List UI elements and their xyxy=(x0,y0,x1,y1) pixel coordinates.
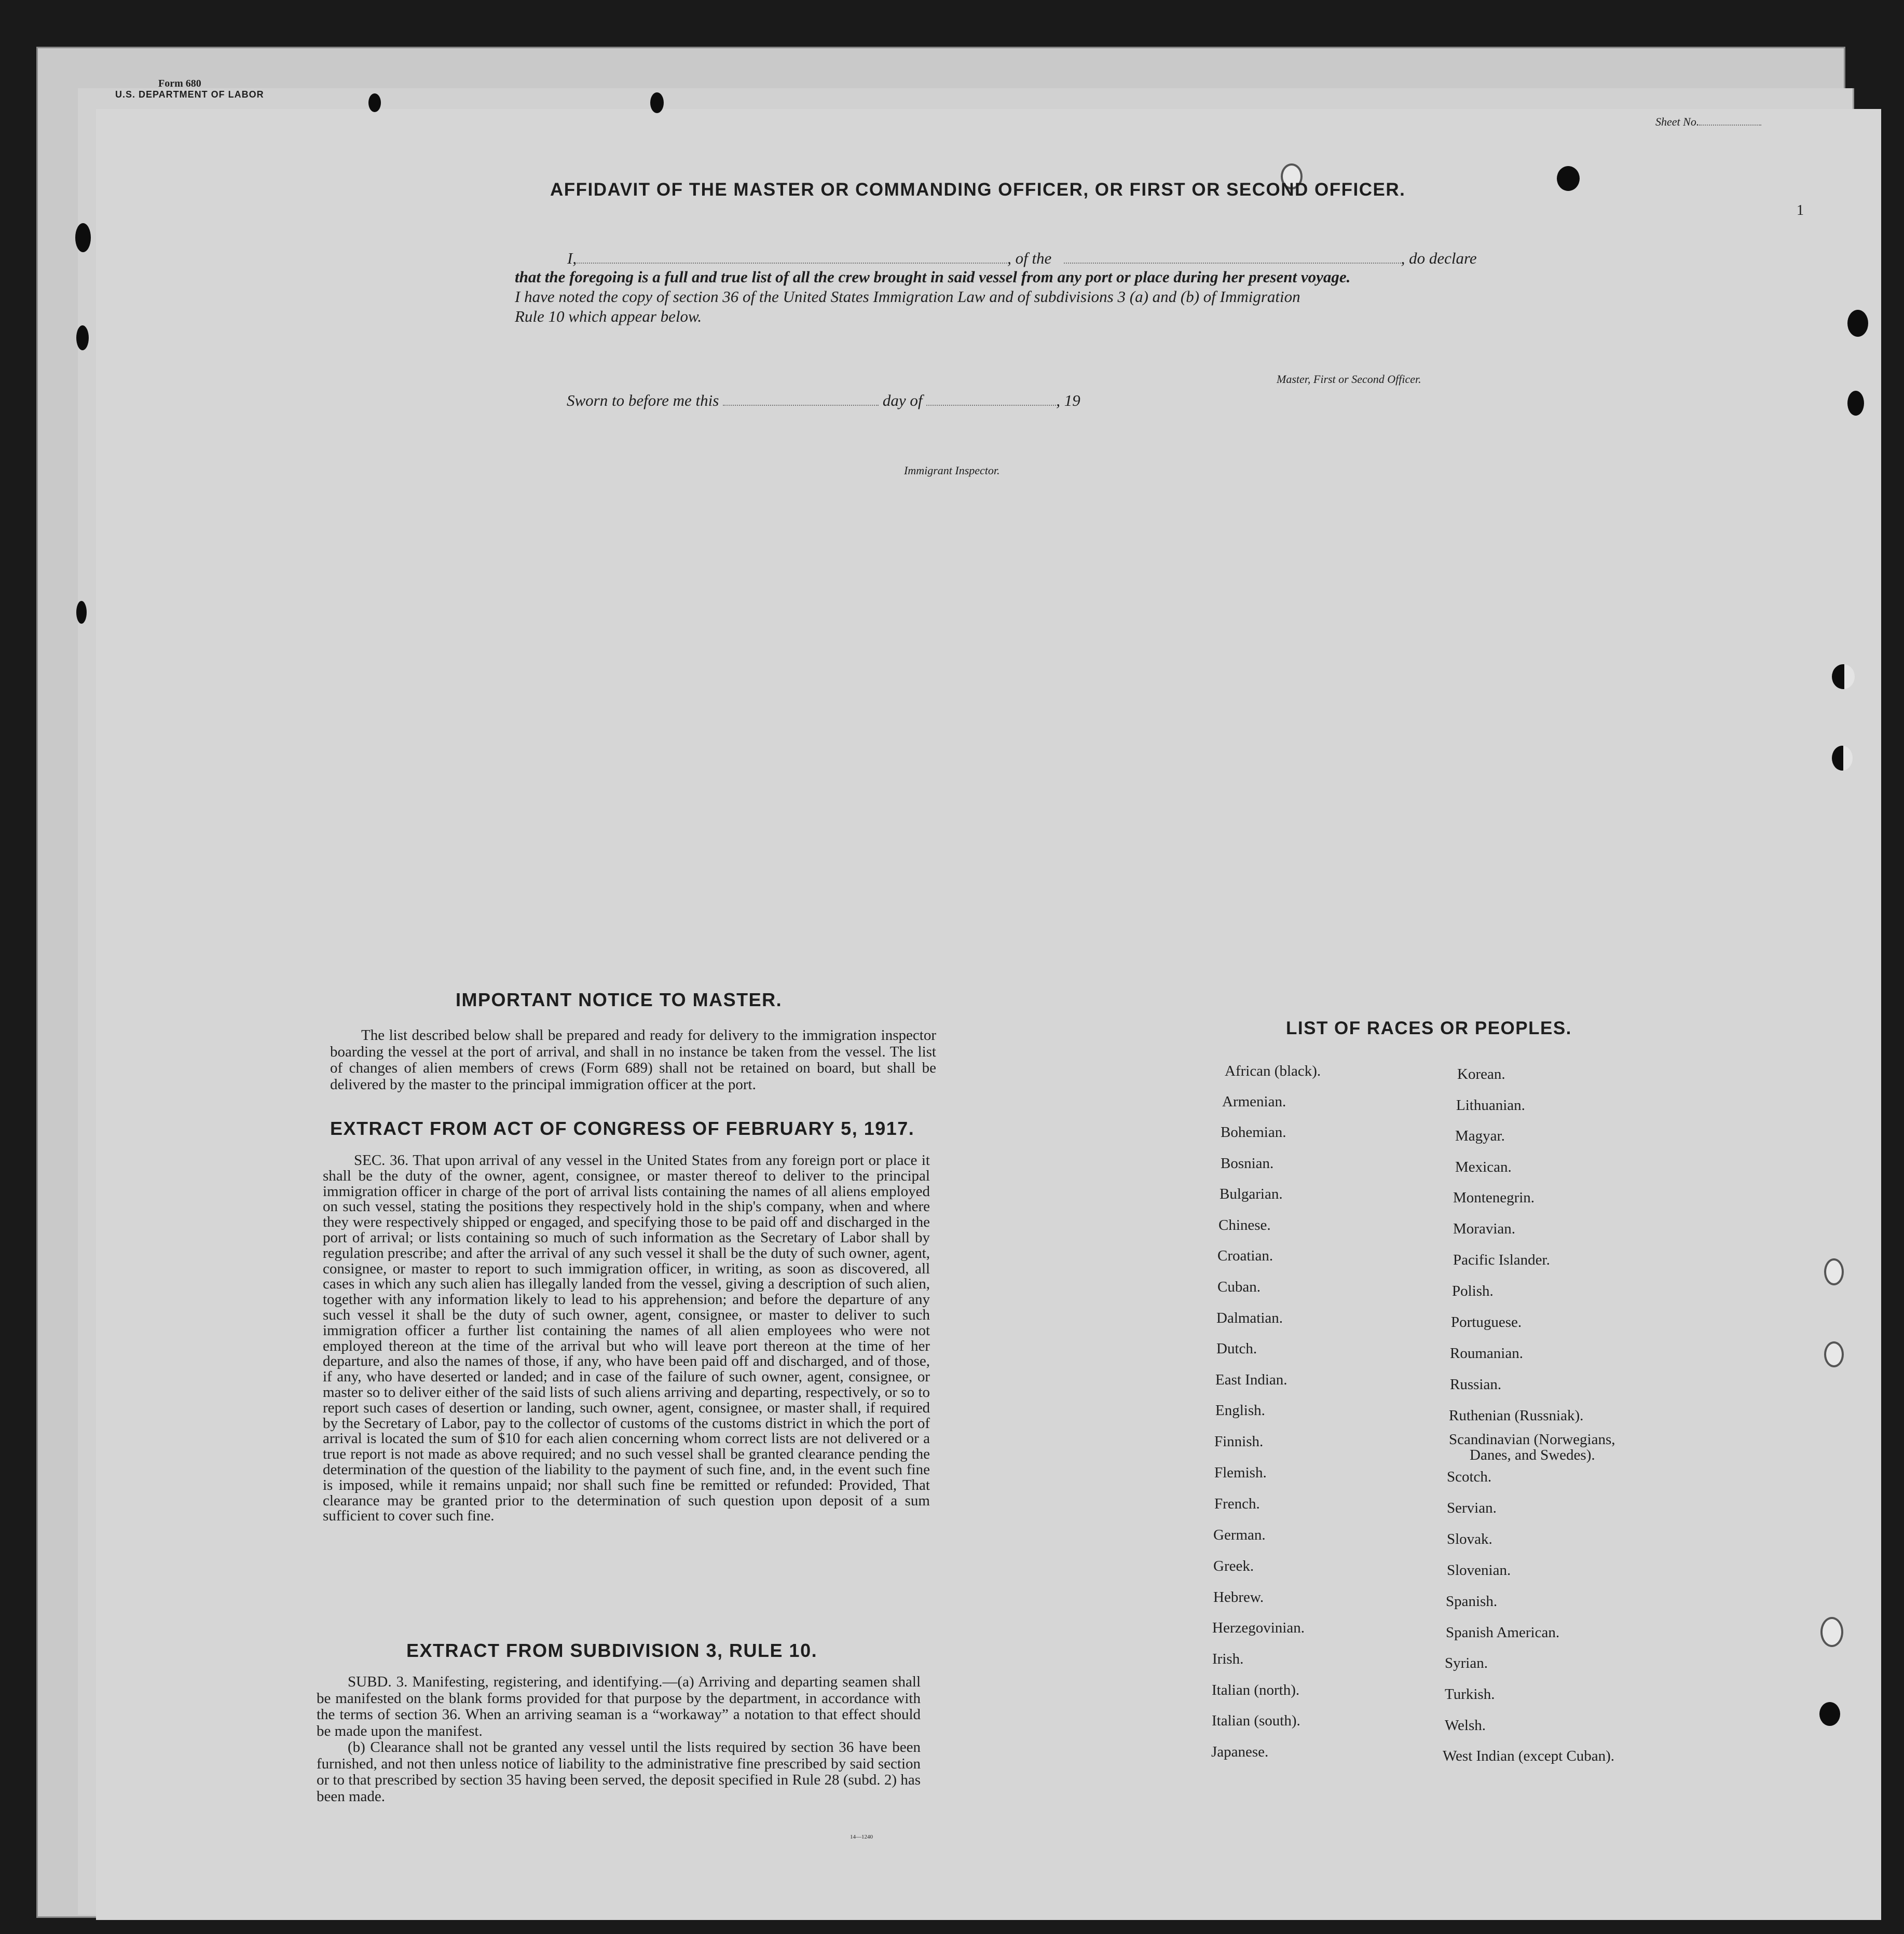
race-item: Montenegrin. xyxy=(1453,1189,1535,1206)
race-item: Japanese. xyxy=(1211,1744,1269,1760)
race-item: Scotch. xyxy=(1447,1469,1492,1485)
affidavit-line-3: I have noted the copy of section 36 of the United States Immigration Law and of subdivisions 3 (a) and (b) of Immigration xyxy=(515,287,1300,306)
affidavit-line-1: I, , of the , do declare xyxy=(567,249,1477,267)
act-extract-text: SEC. 36. That upon arrival of any vessel in the United States from any foreign port or place it shall be the duty of the owner, agent, consignee, or master thereof to deliver to the principal immigration officer in charge of the port of arrival lists containing the names of all aliens employed on such vessel, stating the positions they respectively hold in the ship's company, when and where they were respectively shipped or engaged, and specifying those to be paid off and discharged in the port of arrival; or lists containing so much of such information as the Secretary of Labor shall by regulation prescribe; and after the arrival of any such vessel it shall be the duty of such owner, agent, consignee, or master to report to such immigration officer, in writing, as soon as discovered, all cases in which any such alien has illegally landed from the vessel, giving a description of such alien, together with any information likely to lead to his apprehension; and before the departure of any such vessel it shall be the duty of such owner, agent, consignee, or master to deliver to such immigration officer a further list containing the names of all alien employees who were not employed thereon at the time of the arrival but who will leave port thereon at the time of her departure, and also the names of those, if any, who have been paid off and discharged, and of those, if any, who have deserted or landed; and in case of the failure of such owner, agent, consignee, or master so to deliver either of the said lists of such aliens arriving and departing, respectively, or so to report such cases of desertion or landing, such owner, agent, consignee, or master shall, if required by the Secretary of Labor, pay to the collector of customs of the customs district in which the port of arrival is located the sum of $10 for each alien concerning whom correct lists are not delivered or a true report is not made as above required; and no such vessel shall be granted clearance pending the determination of the question of the liability to the payment of such fine, and, in the event such fine is imposed, while it remains unpaid; nor shall such fine be remitted or refunded: Provided, That clearance may be granted prior to the determination of such question upon deposit of a sum sufficient to cover such fine. xyxy=(323,1152,930,1525)
race-item: Magyar. xyxy=(1455,1128,1505,1144)
race-item: Spanish American. xyxy=(1446,1624,1560,1641)
punch-hole-icon xyxy=(1832,664,1855,689)
punch-hole-icon xyxy=(1847,310,1868,337)
punch-hole-icon xyxy=(1824,1341,1844,1367)
race-item: Croatian. xyxy=(1217,1247,1273,1264)
race-item: East Indian. xyxy=(1215,1371,1287,1388)
race-item: English. xyxy=(1215,1402,1265,1419)
race-item: Pacific Islander. xyxy=(1453,1252,1550,1268)
punch-hole-icon xyxy=(75,223,91,252)
race-item: Slovenian. xyxy=(1447,1562,1511,1579)
race-item: Armenian. xyxy=(1222,1093,1286,1110)
department-name: U.S. DEPARTMENT OF LABOR xyxy=(115,89,264,100)
race-item: Irish. xyxy=(1212,1651,1244,1667)
sworn-line: Sworn to before me this day of , 19 xyxy=(567,391,1080,409)
race-item: Chinese. xyxy=(1218,1217,1271,1233)
race-item: Cuban. xyxy=(1217,1279,1261,1295)
race-item: West Indian (except Cuban). xyxy=(1443,1748,1615,1764)
race-item: Mexican. xyxy=(1455,1159,1512,1175)
race-item: German. xyxy=(1213,1527,1266,1543)
races-title: LIST OF RACES OR PEOPLES. xyxy=(1286,1018,1572,1038)
race-item: African (black). xyxy=(1225,1063,1321,1079)
race-item: Spanish. xyxy=(1446,1593,1498,1610)
notice-title: IMPORTANT NOTICE TO MASTER. xyxy=(456,989,783,1010)
form-number: Form 680 xyxy=(158,78,201,89)
race-item: Syrian. xyxy=(1445,1655,1488,1671)
punch-hole-icon xyxy=(1847,391,1864,416)
race-item: Turkish. xyxy=(1445,1686,1495,1703)
print-code: 14—1240 xyxy=(850,1834,873,1840)
race-item: Bosnian. xyxy=(1221,1155,1274,1172)
race-item: Slovak. xyxy=(1447,1531,1492,1547)
race-item: Ruthenian (Russniak). xyxy=(1449,1407,1584,1424)
race-item: Servian. xyxy=(1447,1500,1497,1516)
punch-hole-icon xyxy=(1820,1617,1843,1647)
punch-hole-icon xyxy=(650,92,664,113)
punch-hole-icon xyxy=(368,93,381,112)
rule-extract-title: EXTRACT FROM SUBDIVISION 3, RULE 10. xyxy=(406,1640,818,1661)
race-item: Portuguese. xyxy=(1451,1314,1522,1331)
signer-label: Master, First or Second Officer. xyxy=(1277,373,1421,386)
race-item: Korean. xyxy=(1457,1066,1505,1082)
race-item: Bohemian. xyxy=(1221,1124,1286,1141)
race-item: French. xyxy=(1214,1496,1260,1512)
rule-extract-text: SUBD. 3. Manifesting, registering, and identifying.—(a) Arriving and departing seamen shall be manifested on the blank forms provided for that purpose by the department, in accordance with the terms of section 36. When an arriving seaman is a “workaway” a notation to that effect should be made upon the manifest. (b) Clearance shall not be granted any vessel until the lists required by section 36 have been furnished, and not then unless notice of liability to the administrative fine prescribed by said section or to that prescribed by section 35 having been served, the deposit specified in Rule 28 (subd. 2) has been made. xyxy=(317,1674,921,1805)
race-item: Herzegovinian. xyxy=(1212,1620,1305,1636)
punch-hole-icon xyxy=(1824,1258,1844,1285)
affidavit-sheet xyxy=(96,109,1881,1920)
race-item: Scandinavian (Norwegians, xyxy=(1449,1431,1615,1448)
race-item: Lithuanian. xyxy=(1456,1097,1525,1114)
page-mark: 1 xyxy=(1797,202,1804,218)
race-item: Italian (south). xyxy=(1212,1712,1300,1729)
race-item: Bulgarian. xyxy=(1220,1186,1283,1202)
sheet-number-label: Sheet No. xyxy=(1655,113,1761,129)
act-extract-title: EXTRACT FROM ACT OF CONGRESS OF FEBRUARY 5, 1917. xyxy=(330,1118,915,1139)
affidavit-line-4: Rule 10 which appear below. xyxy=(515,307,702,325)
race-item: Moravian. xyxy=(1453,1220,1515,1237)
race-item: Italian (north). xyxy=(1212,1682,1300,1698)
punch-hole-icon xyxy=(76,325,89,350)
affidavit-line-2: that the foregoing is a full and true list of all the crew brought in said vessel from any port or place during her present voyage. xyxy=(515,268,1351,286)
race-item: Danes, and Swedes). xyxy=(1470,1447,1595,1463)
race-item: Roumanian. xyxy=(1450,1345,1523,1362)
race-item: Dutch. xyxy=(1216,1340,1257,1357)
punch-hole-icon xyxy=(76,601,87,624)
race-item: Polish. xyxy=(1452,1283,1494,1299)
race-item: Dalmatian. xyxy=(1216,1310,1283,1326)
race-item: Hebrew. xyxy=(1213,1589,1264,1606)
punch-hole-icon xyxy=(1557,166,1580,191)
race-item: Russian. xyxy=(1450,1376,1502,1393)
race-item: Flemish. xyxy=(1214,1464,1267,1481)
affidavit-title: AFFIDAVIT OF THE MASTER OR COMMANDING OFFICER, OR FIRST OR SECOND OFFICER. xyxy=(550,180,1406,200)
punch-hole-icon xyxy=(1819,1702,1840,1726)
inspector-label: Immigrant Inspector. xyxy=(904,464,1000,477)
race-item: Finnish. xyxy=(1214,1433,1264,1450)
race-item: Greek. xyxy=(1213,1558,1254,1574)
notice-text: The list described below shall be prepared and ready for delivery to the immigration inspector boarding the vessel at the port of arrival, and shall in no instance be taken from the vessel. The list of changes of alien members of crews (Form 689) shall not be retained on board, but shall be delivered by the master to the principal immigration officer at the port. xyxy=(330,1027,936,1093)
punch-hole-icon xyxy=(1832,746,1853,771)
race-item: Welsh. xyxy=(1445,1717,1486,1734)
